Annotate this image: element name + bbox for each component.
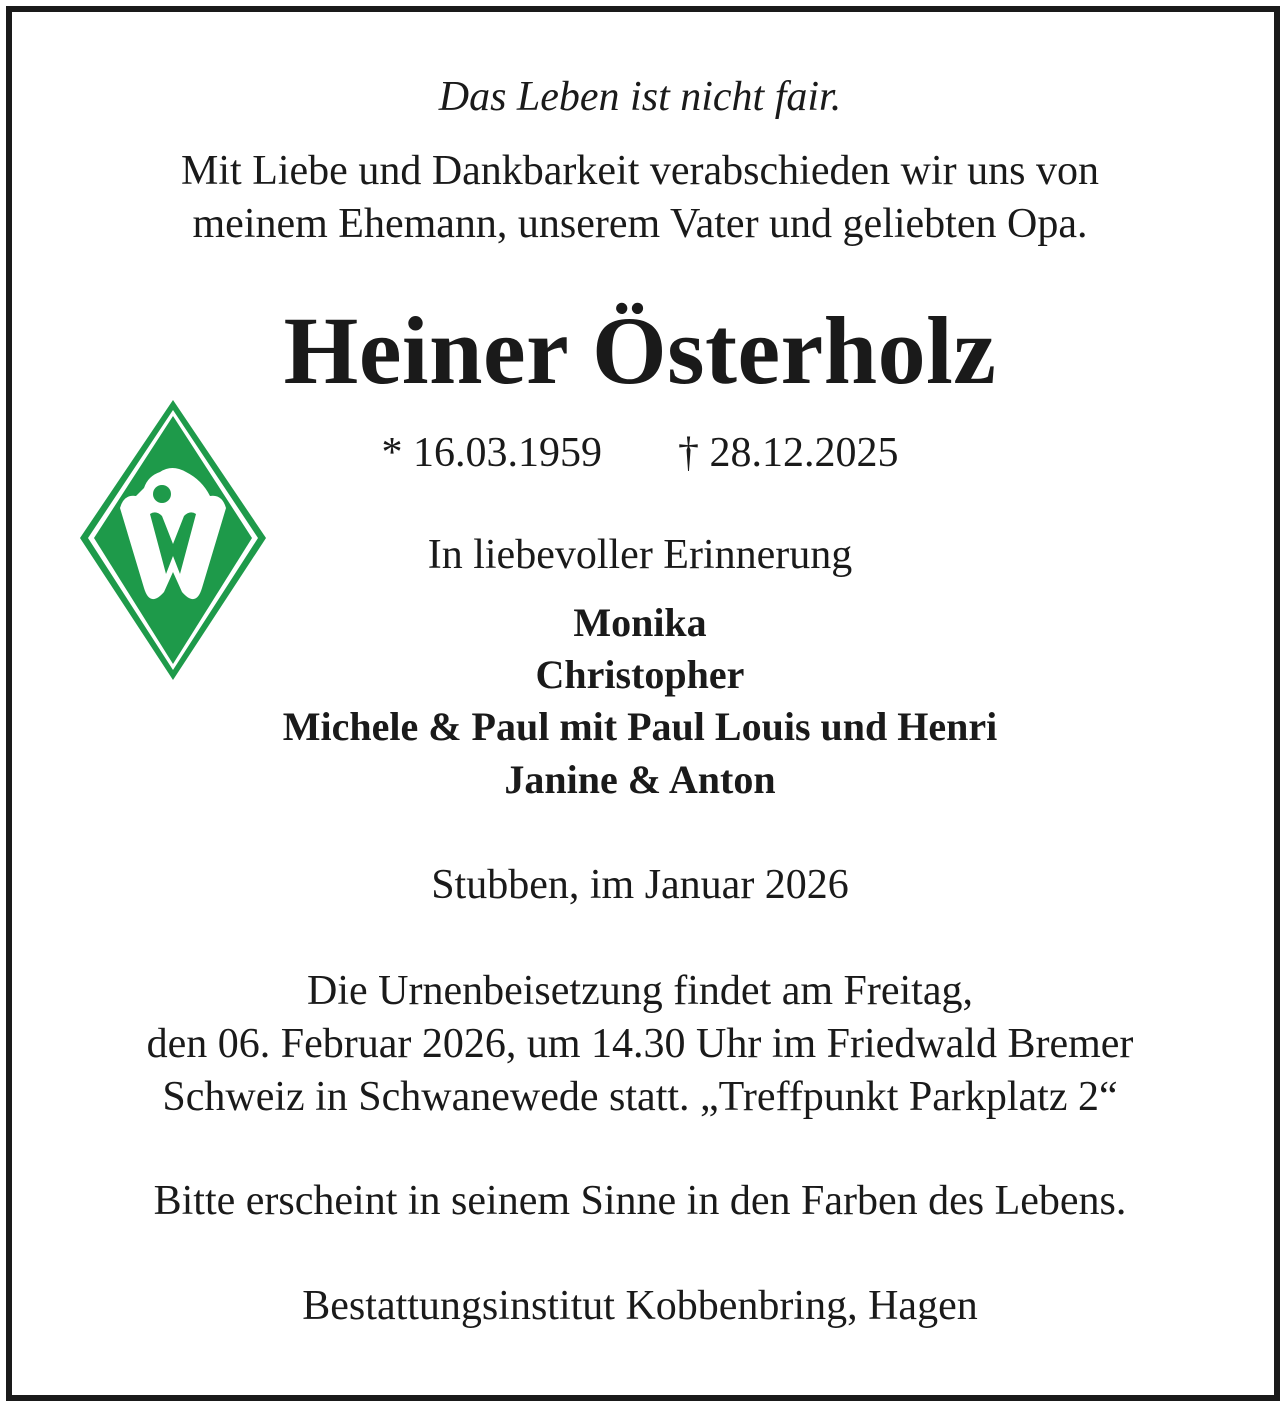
family-member: Michele & Paul mit Paul Louis und Henri [282,704,998,749]
dress-request: Bitte erscheint in seinem Sinne in den Farben des Lebens. [153,1178,1127,1224]
family-member: Monika [573,600,707,645]
intro-line-2: meinem Ehemann, unserem Vater und geliebten Opa. [192,201,1088,247]
family-member: Christopher [535,652,745,697]
family-member: Janine & Anton [504,757,776,802]
burial-line-3: Schweiz in Schwanewede statt. „Treffpunkt Parkplatz 2“ [162,1074,1118,1120]
burial-line-2: den 06. Februar 2026, um 14.30 Uhr im Friedwald Bremer [146,1021,1134,1067]
intro-line-1: Mit Liebe und Dankbarkeit verabschieden wir uns von [181,148,1099,194]
deceased-name: Heiner Österholz [283,297,997,404]
funeral-home: Bestattungsinstitut Kobbenbring, Hagen [302,1283,978,1329]
logo-w-dot [153,485,171,503]
motto: Das Leben ist nicht fair. [438,74,842,120]
burial-line-1: Die Urnenbeisetzung findet am Freitag, [307,968,973,1014]
place-date: Stubben, im Januar 2026 [431,862,849,908]
life-dates [0,432,1280,474]
death-date: † 28.12.2025 [678,430,899,476]
birth-date: * 16.03.1959 [381,430,602,476]
memory-line: In liebevoller Erinnerung [427,532,853,578]
